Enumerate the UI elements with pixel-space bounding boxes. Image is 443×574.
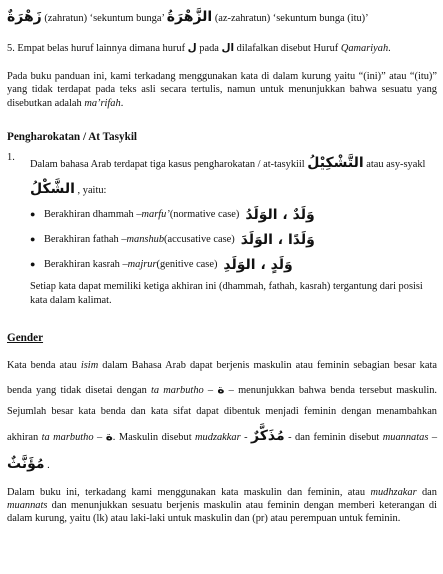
isim-term: isim (80, 360, 99, 371)
qamariyah-text-4: . (388, 43, 391, 54)
final-text-2: dan (416, 487, 437, 499)
gender-text-5: - dan feminin disebut (284, 432, 383, 444)
arabic-ta-marbutha: ة (217, 381, 225, 396)
gender-text-3: – menunjukkan bahwa benda tersebut maskulin. Sejumlah besar kata benda dan kata sifat dapat dibentuk menjadi feminin dengan menambahkan akhiran (7, 384, 438, 444)
example-text-2: (az-zahratun) ‘sekuntum bunga (itu)’ (212, 13, 369, 24)
numbered-item-text (30, 151, 437, 203)
qamariyah-term: Qamariyah (340, 43, 389, 54)
item-number: 1. (7, 151, 15, 163)
ta-marbutho-term: ta marbutho (151, 384, 204, 396)
qamariyah-text-2: pada (196, 43, 222, 54)
arabic-mudzakkar: مُذَكَّرٌ (251, 428, 285, 445)
arabic-muannats: مُؤَنَّثٌ (7, 456, 45, 473)
gender-text-4: . Maskulin disebut (112, 432, 196, 444)
dash-text: – (203, 384, 218, 396)
dash-text-3: - (240, 432, 252, 444)
arabic-az-zahratu: الزَّهْرَةُ (166, 9, 213, 25)
final-text-1: Dalam buku ini, terkadang kami menggunakan kata maskulin dan feminin, atau (7, 487, 371, 499)
case-desc: (accusative case) (164, 234, 235, 246)
mudzakkar-term: mudzakkar (195, 432, 241, 444)
gender-text-1: Kata benda atau (7, 360, 81, 371)
bullet-icon: ● (30, 259, 36, 270)
mudhzakar-term: mudhzakar (370, 487, 417, 499)
case-term: manshub (126, 234, 165, 246)
final-text-3: dan menunjukkan sesuatu berjenis maskulin atau feminin dengan memberi keterangan di dalam kurung, yaitu (lk) atau laki-laki untuk maskulin dan (pr) atau perempuan untuk feminin. (7, 500, 437, 525)
endings-note: Setiap kata dapat memiliki ketiga akhiran ini (dhammah, fathah, kasrah) tergantung dari posisi kata dalam kalimat. (30, 281, 423, 306)
tasykil-text-1: Dalam bahasa Arab terdapat tiga kasus pengharokatan / at-tasykiil (30, 158, 308, 170)
case-desc: (genitive case) (156, 259, 218, 271)
section-heading-tasykil: Pengharokatan / At Tasykil (7, 131, 138, 144)
numbered-item-1 (7, 151, 437, 203)
gender-text-2: dalam Bahasa Arab dapat berjenis maskulin atau feminin sebagian besar kata benda yang tidak disetai dengan (7, 360, 437, 396)
tasykil-text-2: atau asy-syakl (363, 158, 426, 170)
case-list (7, 202, 437, 277)
case-text: Berakhiran kasrah – (44, 259, 128, 271)
case-arabic: وَلَدٌ ، الوَلَدُ (245, 206, 315, 223)
marifah-term: ma’rifah (84, 97, 121, 109)
case-desc: (normative case) (169, 209, 240, 221)
dash-text-4: – (428, 432, 438, 444)
section-heading-gender: Gender (7, 332, 44, 345)
case-text: Berakhiran dhammah – (44, 209, 142, 221)
document-page (7, 8, 437, 525)
arabic-zahratun: زَهْرَةٌ (7, 9, 42, 25)
arabic-al: ال (221, 42, 235, 54)
case-arabic: وَلَدًا ، الوَلَدَ (240, 231, 315, 248)
bullet-icon: ● (30, 234, 36, 245)
tasykil-text-3: , yaitu: (74, 184, 107, 196)
list-item (30, 227, 437, 252)
muannats-term: muannats (7, 500, 48, 512)
guide-paragraph (7, 70, 437, 111)
qamariyah-text-1: 5. Empat belas huruf lainnya dimana huruf (7, 43, 188, 54)
gender-text-end: . (44, 460, 50, 472)
list-item (30, 252, 437, 277)
case-arabic: وَلَدٍ ، الوَلَدِ (223, 256, 293, 273)
guide-text: Pada buku panduan ini, kami terkadang menggunakan kata di dalam kurung yaitu “(ini)” atau “(itu)” yang tidak terdapat pada teks asli secara tertulis, namun untuk menunjukkan bahwa sesuatu yang disebutkan adalah (7, 70, 437, 109)
qamariyah-text-3: dilafalkan disebut Huruf (234, 43, 341, 54)
case-term: marfu’ (141, 209, 170, 221)
qamariyah-paragraph (7, 42, 437, 56)
dash-text-2: – (93, 432, 106, 444)
bullet-icon: ● (30, 209, 36, 220)
list-item (30, 202, 437, 227)
arabic-lam: ل (187, 42, 197, 54)
example-text-1: (zahratun) ‘sekuntum bunga’ (41, 13, 167, 24)
final-paragraph (7, 486, 437, 525)
ta-marbutho-term-2: ta marbutho (41, 432, 94, 444)
case-term: majrur (127, 259, 157, 271)
guide-text-end: . (120, 97, 124, 109)
case-text: Berakhiran fathah – (44, 234, 127, 246)
arabic-at-tasykil: التَّشْكِيْلُ (307, 154, 364, 171)
muannatas-term: muannatas (382, 432, 429, 444)
arabic-asy-syakl: الشَّكْلُ (30, 180, 75, 197)
arabic-ta-marbutha-2: ة (105, 429, 113, 444)
example-line (7, 8, 437, 24)
gender-paragraph (7, 356, 437, 478)
